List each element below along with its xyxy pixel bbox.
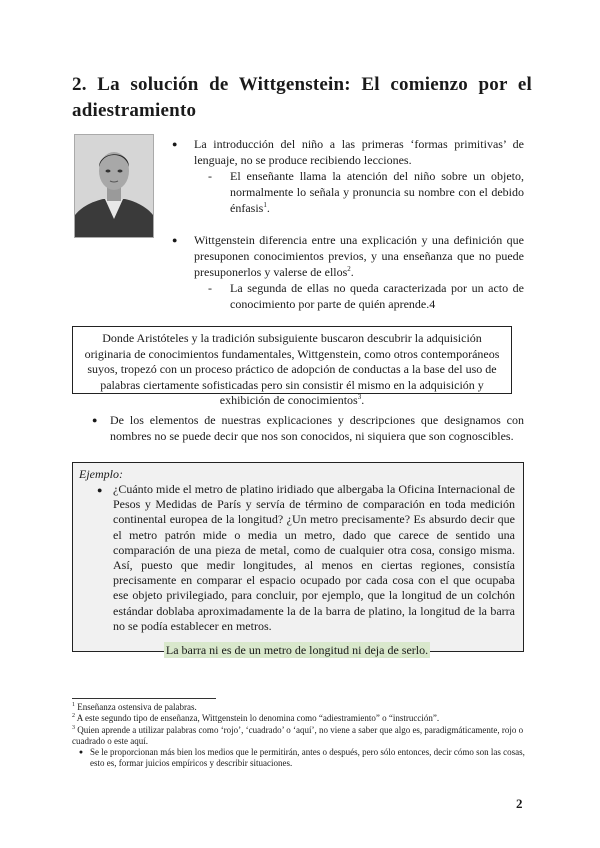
- footnotes: [72, 702, 528, 770]
- example-box: [72, 462, 524, 658]
- footnote-divider: [72, 698, 216, 699]
- bullet-icon: ●: [172, 139, 178, 149]
- section-heading: 2. La solución de Wittgenstein: El comienzo por el adiestramiento: [72, 74, 532, 121]
- footnote-ref-1[interactable]: 1: [263, 201, 267, 209]
- bullet-text: De los elementos de nuestras explicaciones y descripciones que designamos con nombres no se puede decir que nos son conocidos, ni siquiera que son cognoscibles.: [110, 413, 524, 443]
- footnote-bullet-text: Se le proporcionan más bien los medios que le permitirán, antes o después, pero sólo entonces, decir cómo son las cosas, esto es, formar juicios empíricos y describir situaciones.: [90, 747, 525, 769]
- sub-item-text: La segunda de ellas no queda caracterizada por un acto de conocimiento por parte de quién aprende.4: [230, 281, 524, 311]
- sub-list-item: [208, 280, 524, 312]
- footnote-1: $^1$ Enseñanza ostensiva de palabras.: [72, 702, 197, 712]
- bullet-block-1: [172, 136, 524, 216]
- footnote-bullet: [72, 747, 528, 770]
- list-item: [97, 482, 515, 634]
- list-item: [92, 412, 524, 444]
- footnote-ref-3[interactable]: 3: [357, 393, 362, 401]
- bullet-icon: ●: [172, 235, 178, 245]
- wittgenstein-portrait: [74, 134, 154, 238]
- dash-icon: -: [208, 169, 212, 183]
- dash-icon: -: [208, 281, 212, 295]
- bullet-icon: ●: [78, 748, 84, 757]
- footnote-3: $^3$ Quien aprende a utilizar palabras como ‘rojo’, ‘cuadrado’ o ‘aquí’, no viene a saber que algo es, paradigmáticamente, rojo o cuadrado o este aquí.: [72, 724, 524, 746]
- bullet-text: Wittgenstein diferencia entre una explicación y una definición que presuponen conocimientos previos, y una enseñanza que no puede presuponerlos y valerse de ellos$^2$.: [194, 233, 524, 279]
- example-label: Ejemplo:: [79, 467, 123, 481]
- example-text: ¿Cuánto mide el metro de platino iridiado que albergaba la Oficina Internacional de Pesos y Medidas de París y servía de término de comparación en toda medición continental europea de la longitud? ¿Un metro precisamente? Es absurdo decir que el metro patrón mide o media un metro, dado que carece de sentido una comparación de una pieza de metal, como de cualquier otra cosa, consigo misma. Así, puesto que medir longitudes, al menos en ciertas regiones, consistía precisamente en comparar el espacio ocupado por cada cosa con el que ocupaba ese objeto privilegiado, para concluir, por ejemplo, que la longitud de un colchón estándar doblaba aproximadamente la de la barra de platino, la longitud de la barra no se podía establecer en metros.: [113, 482, 515, 633]
- footnote-2: $^2$ A este segundo tipo de enseñanza, Wittgenstein lo denomina como “adiestramiento” o “instrucción”.: [72, 713, 440, 724]
- bullet-text: La introducción del niño a las primeras ‘formas primitivas’ de lenguaje, no se produce recibiendo lecciones.: [194, 137, 524, 167]
- page-number: 2: [516, 796, 523, 811]
- highlighted-conclusion: La barra ni es de un metro de longitud ni deja de serlo.: [165, 643, 429, 658]
- quote-text: Donde Aristóteles y la tradición subsiguiente buscaron descubrir la adquisición originaria de conocimientos fundamentales, Wittgenstein, como otros contemporáneos suyos, tropezó con un proceso práctico de adopción de conductas a la base del uso de palabras ciertamente sofisticadas pero sin consistir él mismo en la adquisición y exhibición de conocimientos: [84, 331, 500, 407]
- sub-item-text: El enseñante llama la atención del niño sobre un objeto, normalmente lo señala y pronuncia su nombre con el debido énfasis$^1$.: [230, 169, 524, 215]
- bullet-block-2: [172, 232, 524, 312]
- list-item: [172, 136, 524, 168]
- footnote-ref-2[interactable]: 2: [347, 265, 351, 273]
- bullet-icon: ●: [97, 485, 103, 495]
- quote-box: Donde Aristóteles y la tradición subsiguiente buscaron descubrir la adquisición originaria de conocimientos fundamentales, Wittgenstein, como otros contemporáneos suyos, tropezó con un proceso práctico de adopción de conductas a la base del uso de palabras ciertamente sofisticadas pero sin consistir él mismo en la adquisición y exhibición de conocimientos$^3$.: [72, 326, 512, 394]
- list-item: [172, 232, 524, 280]
- highlight-row: [79, 641, 515, 659]
- bullet-icon: ●: [92, 415, 98, 425]
- sub-list-item: [208, 168, 524, 216]
- bullet-block-3: [92, 412, 524, 444]
